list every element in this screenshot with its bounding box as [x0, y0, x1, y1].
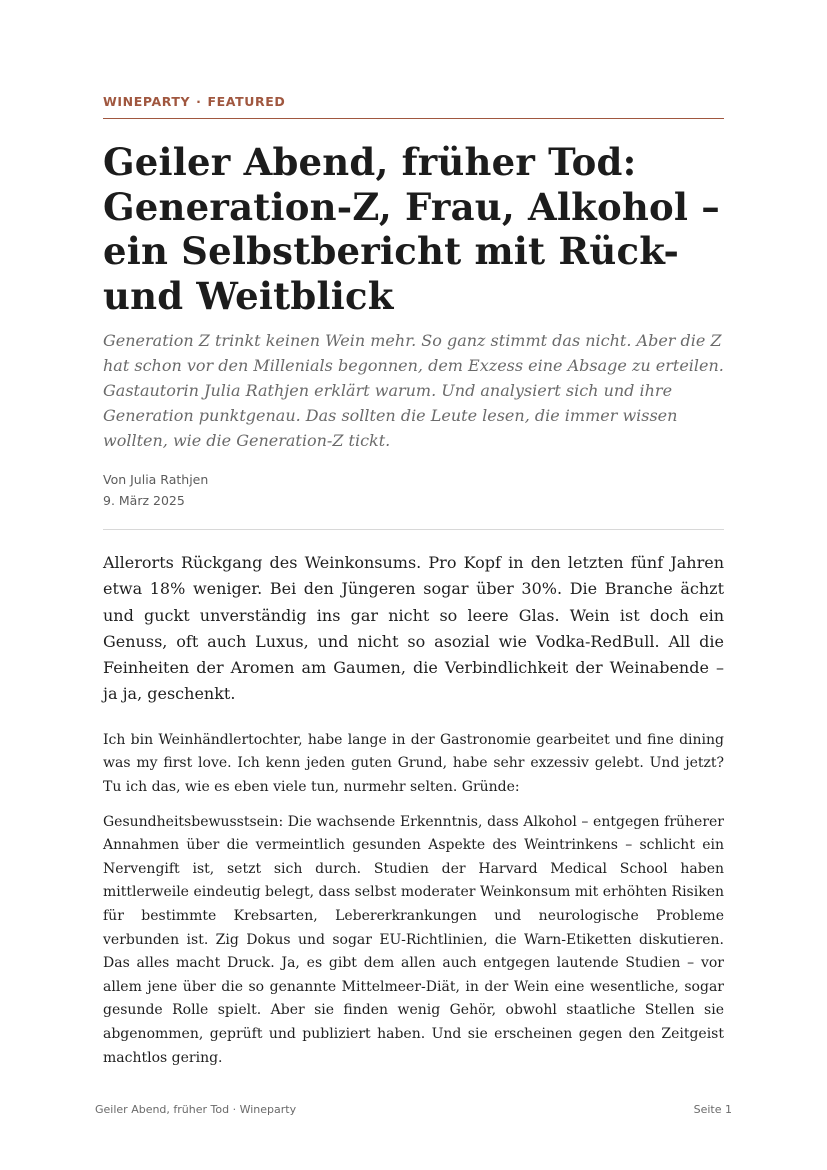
- kicker-separator: ·: [196, 94, 202, 109]
- byline: [103, 469, 724, 511]
- publish-date: 9. März 2025: [103, 493, 185, 508]
- lead-paragraph: Allerorts Rückgang des Weinkonsums. Pro Kopf in den letzten fünf Jahren etwa 18% weniger. Bei den Jüngeren sogar über 30%. Die Branche ächzt und guckt unverständig ins gar nicht so leere Glas. Wein ist doch ein Genuss, oft auch Luxus, und nicht so asozial wie Vodka-RedBull. All die Feinheiten der Aromen am Gaumen, die Verbindlichkeit der Weinabende – ja ja, geschenkt.: [103, 553, 724, 704]
- footer-title: Geiler Abend, früher Tod · Wineparty: [95, 1103, 297, 1116]
- page-footer: [95, 1103, 732, 1116]
- kicker: [103, 94, 724, 119]
- divider: [103, 529, 724, 530]
- body-paragraph: Ich bin Weinhändlertochter, habe lange in der Gastronomie gearbeitet und fine dining was my first love. Ich kenn jeden guten Grund, habe sehr exzessiv gelebt. Und jetzt? Tu ich das, wie es eben viele tun, nurmehr selten. Gründe:: [103, 731, 724, 795]
- article-title: Geiler Abend, früher Tod: Generation-Z, Frau, Alkohol – ein Selbstbericht mit Rück- und Weitblick: [103, 140, 720, 318]
- article-dek: Generation Z trinkt keinen Wein mehr. So ganz stimmt das nicht. Aber die Z hat schon vor den Millenials begonnen, dem Exzess eine Absage zu erteilen. Gastautorin Julia Rathjen erklärt warum. Und analysiert sich und ihre Generation punktgenau. Das sollten die Leute lesen, die immer wissen wollten, wie die Generation-Z tickt.: [103, 331, 724, 450]
- author: Von Julia Rathjen: [103, 472, 209, 487]
- category-label[interactable]: FEATURED: [207, 94, 286, 109]
- page-number: Seite 1: [693, 1103, 732, 1116]
- body-paragraph: Gesundheitsbewusstsein: Die wachsende Erkenntnis, dass Alkohol – entgegen früherer Annahmen über die vermeintlich gesunden Aspekte des Weintrinkens – schlicht ein Nervengift ist, setzt sich durch. Studien der Harvard Medical School haben mittlerweile eindeutig belegt, dass selbst moderater Weinkonsum mit erhöhten Risiken für bestimmte Krebsarten, Lebererkrankungen und neurologische Probleme verbunden ist. Zig Dokus und sogar EU-Richtlinien, die Warn-Etiketten diskutieren. Das alles macht Druck. Ja, es gibt dem allen auch entgegen lautende Studien – vor allem jene über die so genannte Mittelmeer-Diät, in der Wein eine wesentliche, sogar gesunde Rolle spielt. Aber sie finden wenig Gehör, obwohl staatliche Stellen sie abgenommen, geprüft und publiziert haben. Und sie erscheinen gegen den Zeitgeist machtlos gering.: [103, 813, 724, 1066]
- section-label[interactable]: WINEPARTY: [103, 94, 191, 109]
- article-page: [103, 94, 724, 1070]
